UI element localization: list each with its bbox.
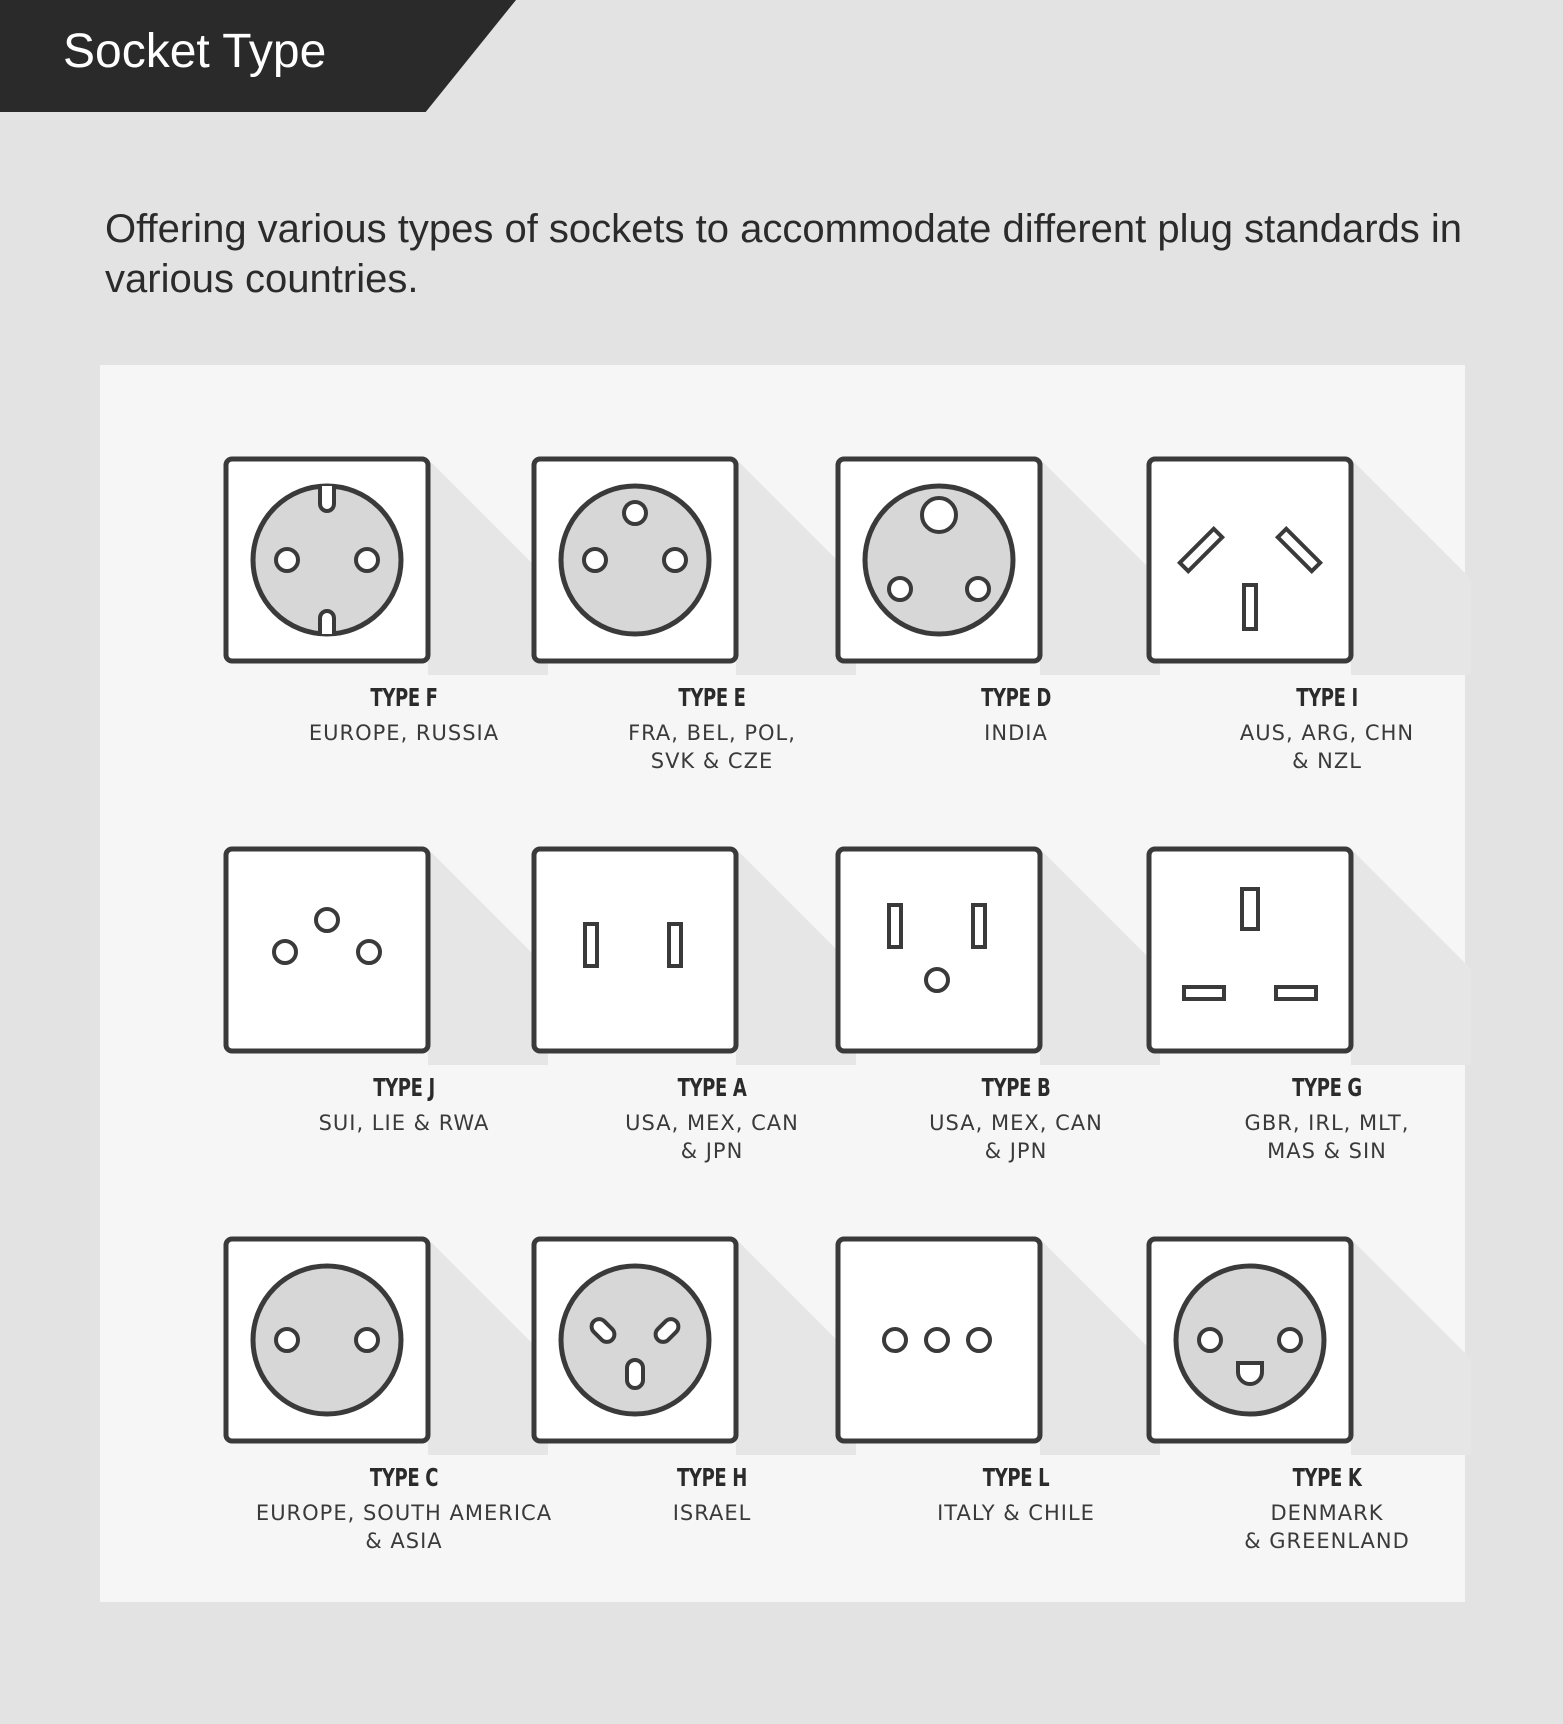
type-j-socket-icon [224, 847, 584, 1067]
socket-card-type-g [1147, 847, 1507, 1207]
socket-card-type-b [836, 847, 1196, 1207]
country-list: ITALY & CHILE [937, 1501, 1095, 1525]
type-label: TYPE I [1296, 683, 1358, 712]
country-list: INDIA [984, 721, 1048, 745]
intro-text: Offering various types of sockets to accommodate different plug standards in various countries. [105, 207, 1463, 301]
type-label: TYPE K [1292, 1463, 1362, 1492]
type-label: TYPE L [982, 1463, 1050, 1492]
page-title: Socket Type [63, 25, 327, 78]
type-g-socket-icon [1147, 847, 1507, 1067]
type-label: TYPE F [370, 683, 438, 712]
socket-grid-panel [100, 365, 1465, 1602]
type-c-socket-icon [224, 1237, 584, 1457]
socket-card-type-j [224, 847, 584, 1207]
country-list: AUS, ARG, CHN & NZL [1239, 721, 1415, 773]
type-b-socket-icon [836, 847, 1196, 1067]
type-f-socket-icon [224, 457, 584, 677]
socket-card-type-d [836, 457, 1196, 817]
country-list: EUROPE, RUSSIA [308, 721, 500, 745]
socket-card-type-c [224, 1237, 584, 1597]
country-list: USA, MEX, CAN & JPN [929, 1111, 1103, 1163]
type-i-socket-icon [1147, 457, 1507, 677]
type-label: TYPE A [677, 1073, 747, 1102]
type-label: TYPE E [678, 683, 746, 712]
country-list: EUROPE, SOUTH AMERICA & ASIA [255, 1501, 553, 1553]
type-l-socket-icon [836, 1237, 1196, 1457]
socket-card-type-i [1147, 457, 1507, 817]
type-label: TYPE D [981, 683, 1051, 712]
type-label: TYPE G [1292, 1073, 1362, 1102]
type-label: TYPE B [981, 1073, 1051, 1102]
socket-card-type-k [1147, 1237, 1507, 1597]
country-list: GBR, IRL, MLT, MAS & SIN [1244, 1111, 1410, 1163]
type-d-socket-icon [836, 457, 1196, 677]
type-k-socket-icon [1147, 1237, 1507, 1457]
socket-card-type-f [224, 457, 584, 817]
country-list: DENMARK & GREENLAND [1244, 1501, 1410, 1553]
type-label: TYPE H [677, 1463, 747, 1492]
type-label: TYPE J [373, 1073, 435, 1102]
country-list: SUI, LIE & RWA [318, 1111, 490, 1135]
type-label: TYPE C [369, 1463, 439, 1492]
country-list: USA, MEX, CAN & JPN [625, 1111, 799, 1163]
socket-card-type-l [836, 1237, 1196, 1597]
country-list: FRA, BEL, POL, SVK & CZE [628, 721, 796, 773]
country-list: ISRAEL [672, 1501, 752, 1525]
